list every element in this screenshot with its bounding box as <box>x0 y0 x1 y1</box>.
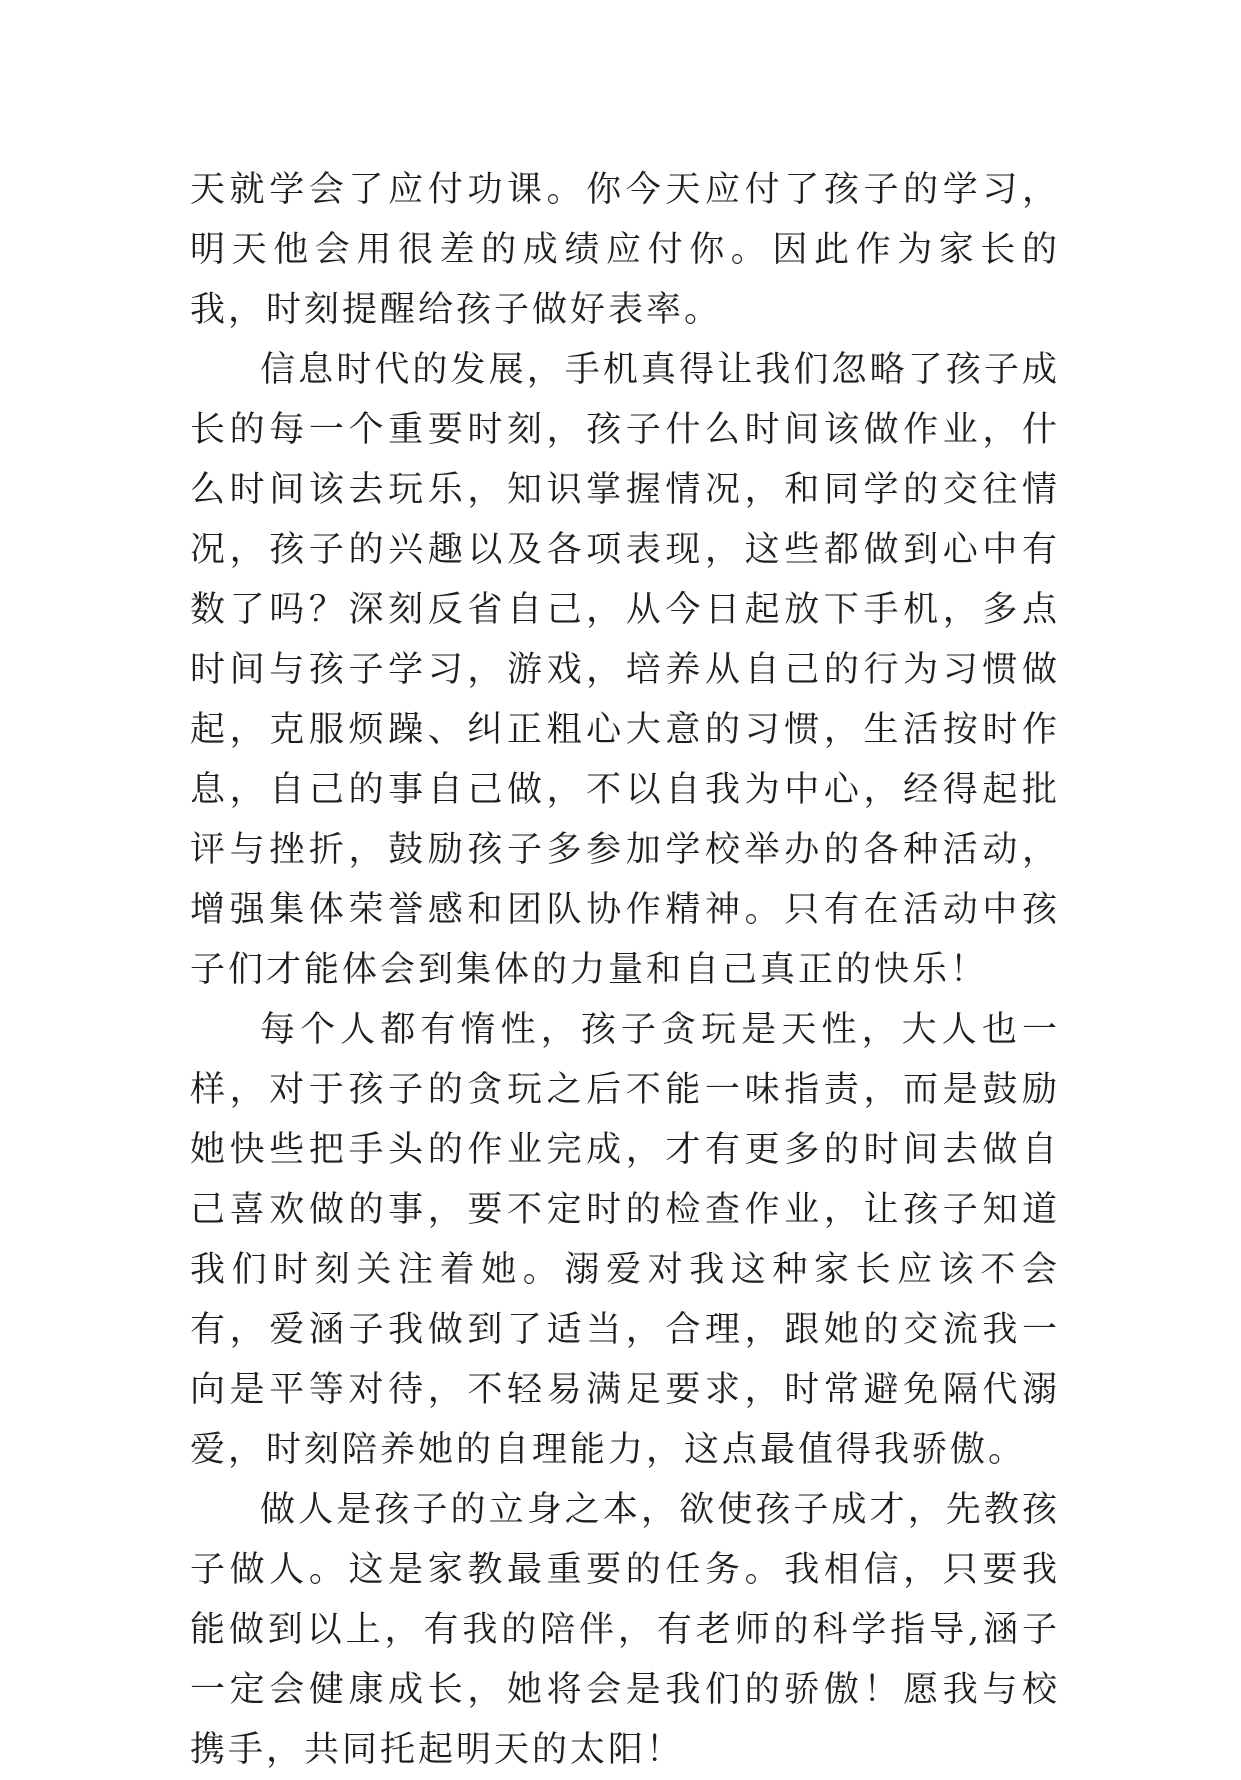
paragraph-information-age: 信息时代的发展，手机真得让我们忽略了孩子成长的每一个重要时刻，孩子什么时间该做作业，什么时间该去玩乐，知识掌握情况，和同学的交往情况，孩子的兴趣以及各项表现，这些都做到心中有数了吗？深刻反省自己，从今日起放下手机，多点时间与孩子学习，游戏，培养从自己的行为习惯做起，克服烦躁、纠正粗心大意的习惯，生活按时作息，自己的事自己做，不以自我为中心，经得起批评与挫折，鼓励孩子多参加学校举办的各种活动，增强集体荣誉感和团队协作精神。只有在活动中孩子们才能体会到集体的力量和自己真正的快乐！ <box>190 350 1060 990</box>
paragraph-conclusion: 做人是孩子的立身之本，欲使孩子成才，先教孩子做人。这是家教最重要的任务。我相信，只要我能做到以上，有我的陪伴，有老师的科学指导,涵子一定会健康成长，她将会是我们的骄傲！愿我与校携手，共同托起明天的太阳！ <box>190 1490 1060 1770</box>
document-body <box>190 160 1060 1780</box>
paragraph-continuation: 天就学会了应付功课。你今天应付了孩子的学习，明天他会用很差的成绩应付你。因此作为家长的我，时刻提醒给孩子做好表率。 <box>190 170 1060 330</box>
paragraph-inertia: 每个人都有惰性，孩子贪玩是天性，大人也一样，对于孩子的贪玩之后不能一味指责，而是鼓励她快些把手头的作业完成，才有更多的时间去做自己喜欢做的事，要不定时的检查作业，让孩子知道我们时刻关注着她。溺爱对我这种家长应该不会有，爱涵子我做到了适当，合理，跟她的交流我一向是平等对待，不轻易满足要求，时常避免隔代溺爱，时刻陪养她的自理能力，这点最值得我骄傲。 <box>190 1010 1060 1470</box>
